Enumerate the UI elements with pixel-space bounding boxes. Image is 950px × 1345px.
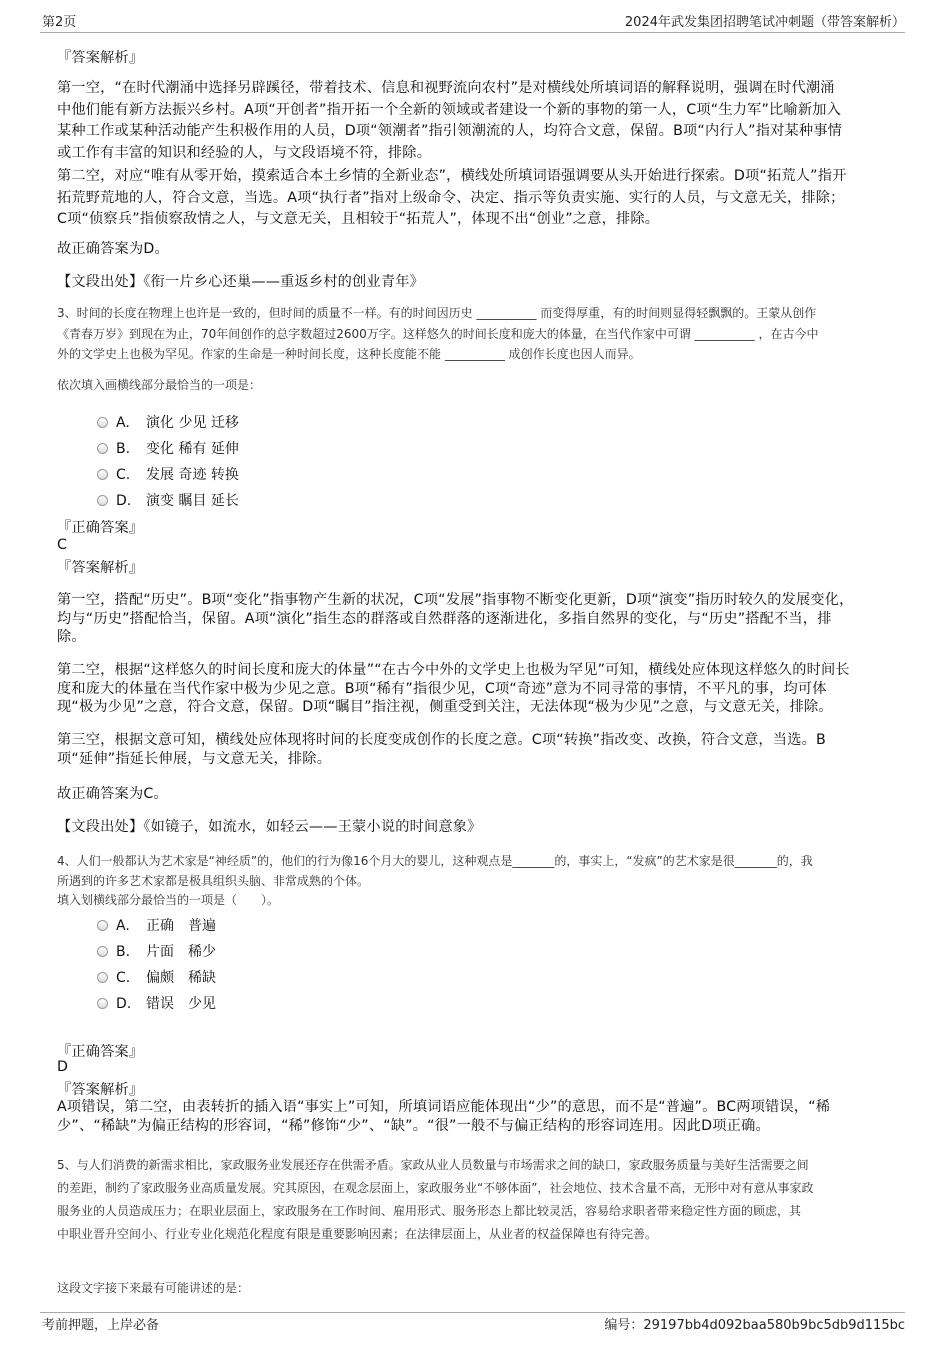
conclusion: 故正确答案为D。: [57, 241, 169, 257]
text-line: 拓荒野荒地的人，符合文意，当选。A项“执行者”指对上级命令、决定、指示等负责实施、实行的人员，与文意无关，排除；: [57, 189, 845, 206]
text-line: 均与“历史”搭配恰当，保留。A项“演化”指生态的群落或自然群落的逐渐进化，多指自然界的变化，与“历史”搭配不当，排: [57, 610, 832, 627]
page-number: 第2页: [42, 15, 77, 30]
analysis-label: 『答案解析』: [57, 560, 144, 576]
text-line: A项错误，第二空，由表转折的插入语“事实上”可知，所填词语应能体现出“少”的意思，而不是“普遍”。BC两项错误，“稀: [57, 1099, 831, 1115]
option-text: 片面 稀少: [146, 944, 216, 960]
question-stem: [57, 303, 818, 365]
radio-button-icon[interactable]: [97, 998, 108, 1009]
text-line: 项“延伸”指延长伸展，与文意无关，排除。: [57, 750, 332, 767]
header-divider: [40, 32, 905, 33]
text-line: 现“极为少见”之意，符合文意，保留。D项“瞩目”指注视，侧重受到关注，无法体现“极为少见”之意，与文意无关，排除。: [57, 699, 833, 715]
source-citation: 【文段出处】《如镜子，如流水，如轻云——王蒙小说的时间意象》: [57, 819, 482, 835]
text-line: 外的文学史上也极为罕见。作家的生命是一种时间长度，这种长度能不能 __________ 成创作长度也因人而异。: [57, 347, 641, 361]
text-line: C项“侦察兵”指侦察敌情之人，与文意无关，且相较于“拓荒人”，体现不出“创业”之意，排除。: [57, 211, 660, 227]
option-c[interactable]: [97, 464, 239, 484]
option-text: 发展 奇迹 转换: [146, 467, 239, 483]
text-line: 第三空，根据文意可知，横线处应体现将时间的长度变成创作的长度之意。C项“转换”指改变、改换，符合文意，当选。B: [57, 732, 826, 748]
option-text: 变化 稀有 延伸: [146, 441, 239, 457]
option-letter: C.: [116, 467, 131, 483]
analysis-paragraph: [57, 661, 850, 717]
radio-button-icon[interactable]: [97, 920, 108, 931]
correct-answer: C: [57, 537, 68, 553]
option-a[interactable]: [97, 915, 216, 935]
text-line: 的差距，制约了家政服务业高质量发展。究其原因，在观念层面上，家政服务业“不够体面”，社会地位、技术含量不高，无形中对有意从事家政: [57, 1181, 814, 1195]
option-text: 错误 少见: [146, 996, 216, 1012]
answer-label: 『正确答案』: [57, 1044, 144, 1060]
question-prompt: 这段文字接下来最有可能讲述的是：: [57, 1281, 250, 1295]
footer-divider: [40, 1312, 905, 1313]
option-text: 偏颇 稀缺: [146, 970, 216, 986]
text-line: 少”、“稀缺”为偏正结构的形容词，“稀”修饰“少”、“缺”。“很”一般不与偏正结构的形容词连用。因此D项正确。: [57, 1117, 770, 1134]
option-b[interactable]: [97, 941, 216, 961]
radio-button-icon[interactable]: [97, 972, 108, 983]
option-letter: B.: [116, 944, 131, 960]
question-prompt: 依次填入画横线部分最恰当的一项是：: [57, 378, 262, 392]
analysis-label: 『答案解析』: [57, 1082, 144, 1098]
radio-button-icon[interactable]: [97, 469, 108, 480]
option-letter: D.: [116, 996, 132, 1012]
text-line: 第二空，对应“唯有从零开始，摸索适合本土乡情的全新业态”，横线处所填词语强调要从头开始进行探索。D项“拓荒人”指开: [57, 168, 847, 184]
text-line: 某种工作或某种活动能产生积极作用的人员，D项“领潮者”指引领潮流的人，均符合文意，保留。B项“内行人”指对某种事情: [57, 123, 843, 139]
text-line: 或工作有丰富的知识和经验的人，与文段语境不符，排除。: [57, 144, 432, 161]
text-line: 度和庞大的体量在当代作家中极为少见之意。B项“稀有”指很少见，C项“奇迹”意为不同寻常的事情，不平凡的事，均可体: [57, 680, 827, 697]
radio-button-icon[interactable]: [97, 495, 108, 506]
option-a[interactable]: [97, 412, 239, 432]
option-text: 演变 瞩目 延长: [146, 493, 239, 509]
text-line: 《青春万岁》到现在为止，70年间创作的总字数超过2600万字。这样悠久的时间长度和庞大的体量，在当代作家中可谓 __________ ，在古今中: [57, 326, 819, 341]
text-line: 所遇到的许多艺术家都是极具组织头脑、非常成熟的个体。: [57, 873, 370, 888]
analysis-paragraph: [57, 1098, 830, 1135]
option-letter: C.: [116, 970, 131, 986]
option-c[interactable]: [97, 967, 216, 987]
analysis-paragraph: [57, 166, 846, 231]
question-stem: [57, 852, 813, 891]
option-letter: A.: [116, 415, 130, 431]
radio-button-icon[interactable]: [97, 443, 108, 454]
text-line: 服务业的人员造成压力；在职业层面上，家政服务在工作时间、雇用形式、服务形态上都比较灵活，容易给求职者带来稳定性方面的顾虑，其: [57, 1204, 802, 1218]
question-stem: [57, 1154, 813, 1246]
text-line: 第二空，根据“这样悠久的时间长度和庞大的体量”“在古今中外的文学史上也极为罕见”可知，横线处应体现这样悠久的时间长: [57, 662, 850, 678]
text-line: 除。: [57, 629, 86, 645]
text-line: 3、时间的长度在物理上也许是一致的，但时间的质量不一样。有的时间因历史 __________ 而变得厚重，有的时间则显得轻飘飘的。王蒙从创作: [57, 306, 817, 320]
option-d[interactable]: [97, 993, 216, 1013]
analysis-paragraph: [57, 591, 854, 647]
option-text: 正确 普遍: [146, 918, 216, 934]
footer-slogan: 考前押题，上岸必备: [42, 1318, 160, 1333]
analysis-paragraph: [57, 78, 842, 164]
conclusion: 故正确答案为C。: [57, 786, 168, 802]
option-b[interactable]: [97, 438, 239, 458]
radio-button-icon[interactable]: [97, 417, 108, 428]
radio-button-icon[interactable]: [97, 946, 108, 957]
text-line: 第一空，搭配“历史”。B项“变化”指事物产生新的状况，C项“发展”指事物不断变化更新，D项“演变”指历时较久的发展变化，: [57, 592, 854, 608]
text-line: 中职业晋升空间小、行业专业化规范化程度有限是重要影响因素；在法律层面上，从业者的权益保障也有待完善。: [57, 1227, 658, 1241]
option-letter: D.: [116, 493, 132, 509]
source-citation: 【文段出处】《衔一片乡心还巢——重返乡村的创业青年》: [57, 274, 424, 290]
document-title: 2024年武发集团招聘笔试冲刺题（带答案解析）: [624, 15, 905, 30]
document-serial: 编号：29197bb4d092baa580b9bc5db9d115bc: [604, 1318, 905, 1333]
correct-answer: D: [57, 1059, 69, 1075]
answer-label: 『正确答案』: [57, 520, 144, 536]
analysis-label: 『答案解析』: [57, 50, 144, 66]
option-letter: A.: [116, 918, 130, 934]
text-line: 4、人们一般都认为艺术家是“神经质”的，他们的行为像16个月大的婴儿，这种观点是_______的，事实上，“发疯”的艺术家是很_______的，我: [57, 854, 813, 868]
text-line: 5、与人们消费的新需求相比，家政服务业发展还存在供需矛盾。家政从业人员数量与市场需求之间的缺口，家政服务质量与美好生活需要之间: [57, 1158, 809, 1172]
option-letter: B.: [116, 441, 131, 457]
text-line: 中他们能有新方法振兴乡村。A项“开创者”指开拓一个全新的领域或者建设一个新的事物的第一人，C项“生力军”比喻新加入: [57, 101, 841, 118]
option-text: 演化 少见 迁移: [146, 415, 239, 431]
question-prompt: 填入划横线部分最恰当的一项是（ ）。: [57, 893, 280, 907]
analysis-paragraph: [57, 731, 826, 768]
text-line: 第一空，“在时代潮涌中选择另辟蹊径，带着技术、信息和视野流向农村”是对横线处所填词语的解释说明，强调在时代潮涌: [57, 80, 835, 96]
option-d[interactable]: [97, 490, 239, 510]
